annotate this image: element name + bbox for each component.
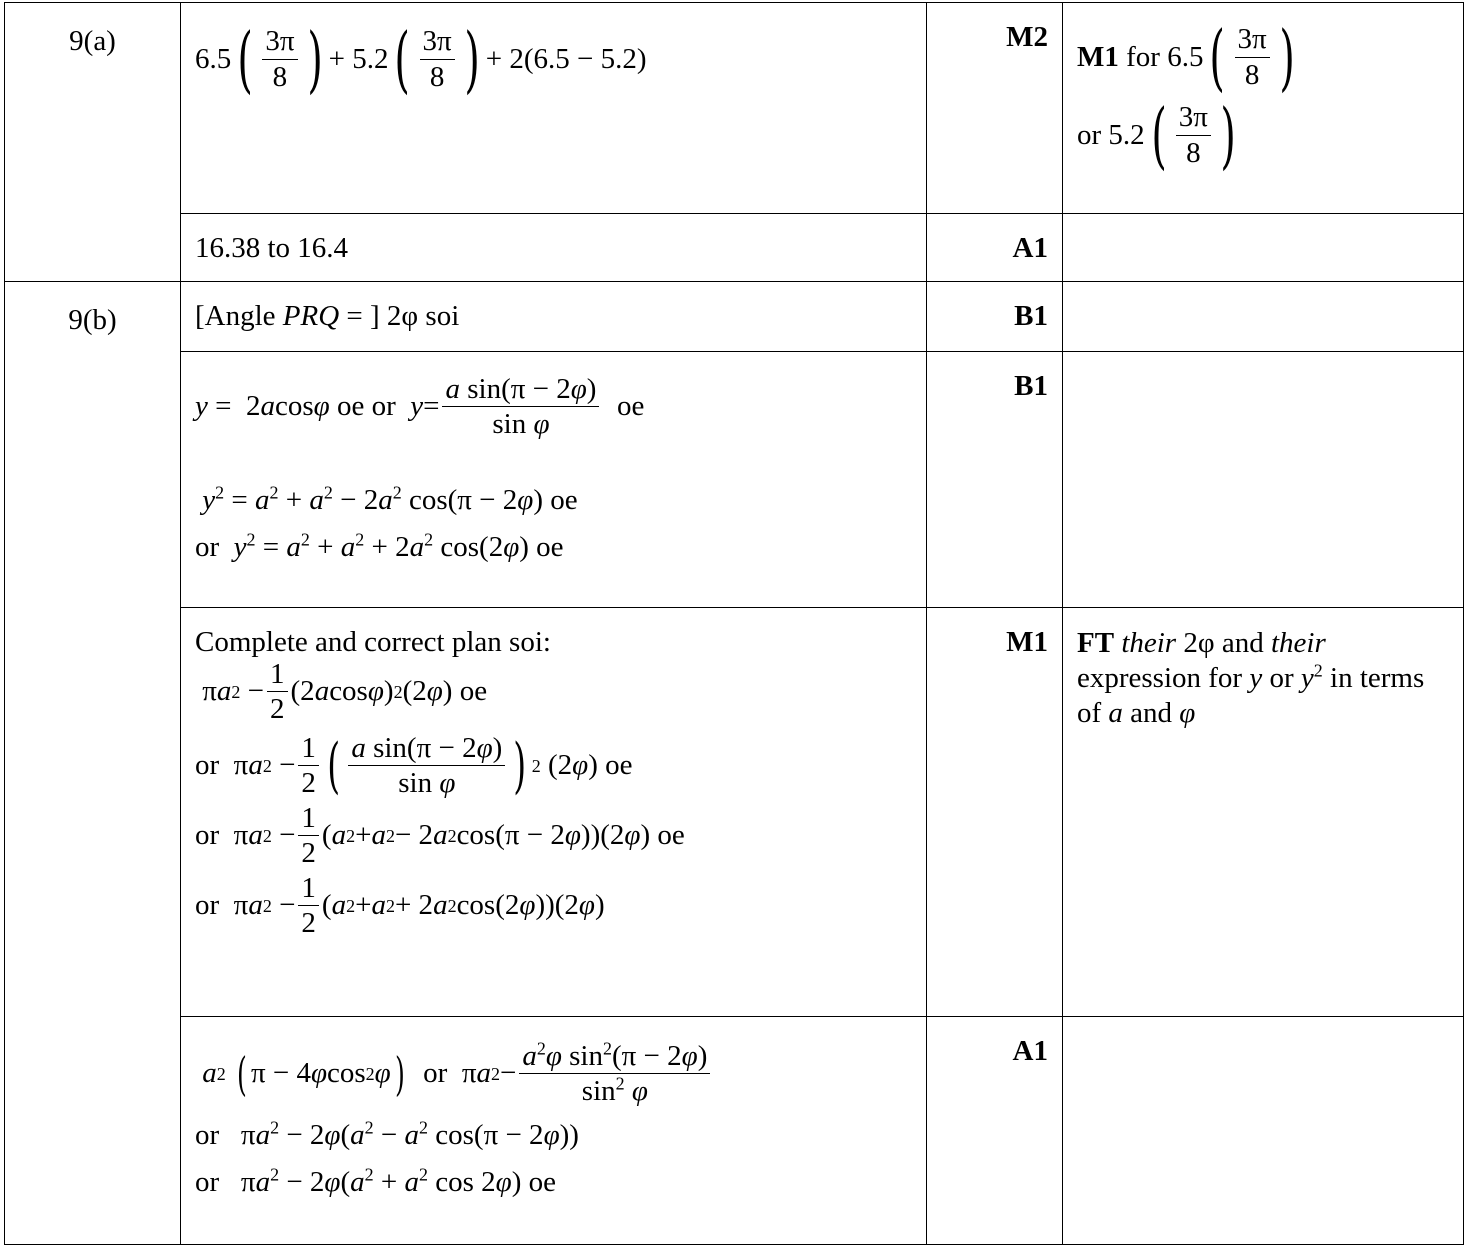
plan-expression-2: or π a 2 − $\frac{1}{2}$ ( $\frac{\text{a sin(π − 2φ)}}{\text{sin φ}}$ ) 2 (2 φ ) oe	[195, 730, 633, 801]
final-expression-1: a 2 ( π − 4 φ cos 2 φ ) or π a 2 − $\frac{a^2\varphi \sin^2(\pi - 2\varphi)}{\sin^2 \varphi}$	[195, 1041, 916, 1107]
guidance-cell	[1063, 352, 1464, 608]
mark-cell: A1	[927, 214, 1063, 282]
table-row	[5, 1017, 1464, 1245]
mark-cell: B1	[927, 282, 1063, 352]
guidance-line: FT their 2φ and their	[1077, 627, 1326, 659]
answer-cell	[181, 608, 927, 1017]
expression-y-squared-alt: or $y^2 = a^2 + a^2 + 2a^2$ cos(2φ) oe	[195, 529, 564, 563]
plan-heading: Complete and correct plan soi:	[195, 626, 551, 658]
expression-9a: 6.5 ( $\frac{3\pi}{8}$ ) + 5.2 ( $\frac{3\pi}{8}$ ) + 2(6.5 − 5.2)	[195, 17, 647, 101]
question-number: 9(b)	[5, 282, 181, 1245]
plan-expression-4: or π a 2 − $\frac{1}{2}$ ( a 2 + a 2 + 2 a 2 cos(2 φ ))(2 φ )	[195, 871, 605, 940]
table-row	[5, 282, 1464, 352]
answer-cell	[181, 1017, 927, 1245]
answer-cell: 16.38 to 16.4	[181, 214, 927, 282]
answer-cell	[181, 352, 927, 608]
mark-cell: M1	[927, 608, 1063, 1017]
final-expression-2: or $\pi a^2 - 2\varphi(a^2 - a^2$ cos(π − 2φ))	[195, 1117, 579, 1151]
table-row	[5, 3, 1464, 214]
table-row	[5, 214, 1464, 282]
guidance-cell	[1063, 3, 1464, 214]
question-number: 9(a)	[5, 3, 181, 282]
mark-cell: B1	[927, 352, 1063, 608]
guidance-line: of a and φ	[1077, 696, 1196, 729]
final-expression-3: or $\pi a^2 - 2\varphi(a^2 + a^2$ cos 2φ) oe	[195, 1164, 556, 1198]
guidance-line: M1 for 6.5 ( $\frac{3\pi}{8}$ )	[1077, 15, 1295, 99]
table-row	[5, 352, 1464, 608]
table-row	[5, 608, 1464, 1017]
guidance-line: or 5.2 ( $\frac{3\pi}{8}$ )	[1077, 93, 1236, 177]
plan-expression-3: or π a 2 − $\frac{1}{2}$ ( a 2 + a 2 − 2 a 2 cos(π − 2 φ ))(2 φ ) oe	[195, 801, 685, 870]
mark-cell: M2	[927, 3, 1063, 214]
mark-cell: A1	[927, 1017, 1063, 1245]
guidance-cell	[1063, 1017, 1464, 1245]
expression-y-squared: $y^2 = a^2 + a^2 - 2a^2$ cos(π − 2φ) oe	[202, 482, 578, 516]
expression-y: y = 2 a cos φ oe or y = $\frac{\text{a sin(π − 2φ)}}{\text{sin φ}}$ oe	[195, 373, 645, 441]
guidance-cell	[1063, 282, 1464, 352]
answer-cell: [Angle PRQ = ] 2φ soi	[181, 282, 927, 352]
mark-scheme-table	[4, 2, 1464, 1245]
answer-cell	[181, 3, 927, 214]
guidance-line: expression for y or $y^2$ in terms	[1077, 660, 1425, 694]
guidance-cell	[1063, 214, 1464, 282]
plan-expression-1: π a 2 − $\frac{1}{2}$ (2 a cos φ ) 2 (2 φ ) oe	[195, 658, 488, 726]
guidance-cell	[1063, 608, 1464, 1017]
